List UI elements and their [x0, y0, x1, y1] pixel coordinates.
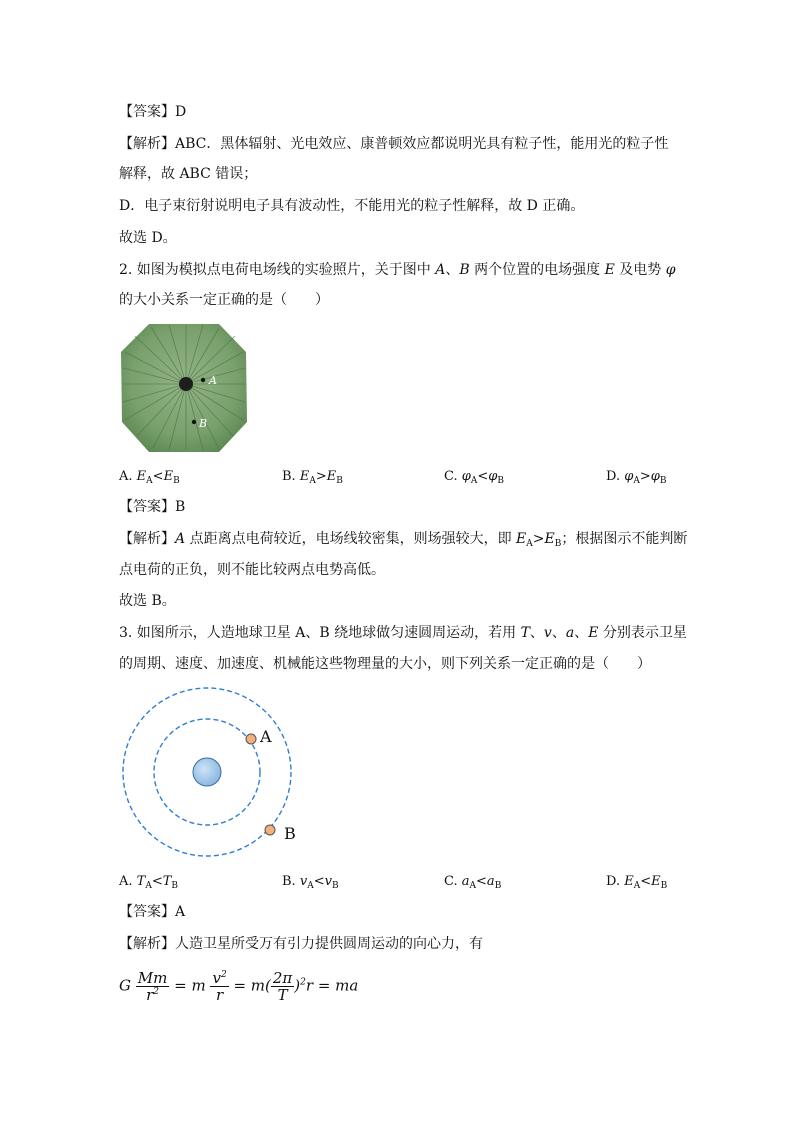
option-sub: B: [497, 476, 504, 486]
analysis-var: E: [544, 531, 555, 547]
q2-conclusion: 故选 B。: [119, 593, 176, 609]
option-op: <: [313, 874, 325, 889]
option-op: <: [476, 874, 487, 889]
q2-analysis-line2: 点电荷的正负，则不能比较两点电势高低。: [119, 562, 385, 578]
option-op: <: [640, 874, 652, 889]
q3-answer-line: [119, 902, 185, 922]
q1-answer-line: [119, 102, 186, 122]
option-letter: C.: [444, 874, 462, 889]
answer-value: A: [175, 904, 186, 920]
stem-text: 两个位置的电场强度: [469, 262, 605, 278]
stem-var-a: A: [435, 262, 446, 278]
option-letter: B.: [282, 469, 300, 484]
q3-option-a: [119, 872, 178, 892]
analysis-label: 【解析】: [119, 136, 175, 152]
satellite-b: [265, 825, 275, 835]
option-symbol: E: [624, 874, 634, 889]
num-sup: 2: [220, 970, 227, 980]
q2-option-c: [444, 467, 504, 487]
option-symbol: a: [461, 874, 470, 889]
option-sub: A: [309, 476, 316, 486]
gravity-formula: [119, 970, 358, 1003]
fraction-denominator: r: [215, 986, 224, 1004]
option-symbol: E: [326, 469, 337, 484]
q1-analysis-line3: D．电子束衍射说明电子具有波动性，不能用光的粒子性解释，故 D 正确。: [119, 198, 585, 214]
formula-eq: = m(: [228, 976, 271, 995]
stem-var: E: [588, 625, 599, 641]
stem-var: v: [543, 625, 552, 641]
option-op: <: [152, 469, 164, 484]
q3-option-b: [282, 872, 339, 892]
option-letter: A.: [119, 469, 137, 484]
q3-option-d: [606, 872, 667, 892]
option-symbol: v: [299, 874, 308, 889]
stem-var: a: [565, 625, 575, 641]
option-letter: D.: [606, 874, 625, 889]
option-symbol: φ: [624, 469, 634, 484]
stem-text: 3. 如图所示，人造地球卫星 A、B 绕地球做匀速圆周运动，若用: [119, 625, 521, 641]
answer-label: 【答案】: [119, 499, 175, 515]
stem-sep: 、: [529, 625, 544, 641]
answer-label: 【答案】: [119, 104, 175, 120]
fraction-v2-r: [210, 970, 228, 1003]
option-sub: A: [146, 476, 153, 486]
option-sub: A: [633, 476, 640, 486]
analysis-sub: A: [526, 539, 533, 549]
point-b-label: B: [199, 417, 208, 430]
formula-eq: = m: [169, 976, 206, 995]
earth: [193, 758, 221, 786]
option-sub: B: [494, 881, 502, 891]
stem-var: T: [520, 625, 530, 641]
analysis-text: ABC．黑体辐射、光电效应、康普顿效应都说明光具有粒子性，能用光的粒子性: [175, 136, 669, 152]
option-symbol: T: [136, 874, 146, 889]
q2-option-b: [282, 467, 343, 487]
option-symbol: T: [162, 874, 172, 889]
q2-analysis-line1: [119, 529, 687, 549]
stem-sep: 、: [551, 625, 566, 641]
stem-text: 及电势: [614, 262, 666, 278]
point-a-label: A: [209, 374, 217, 387]
q2-stem-line1: [119, 260, 676, 280]
option-op: <: [151, 874, 163, 889]
answer-value: D: [175, 104, 187, 120]
fraction-denominator: [136, 987, 170, 1003]
stem-sep: 、: [445, 262, 460, 278]
den-text: r: [146, 986, 154, 1004]
point-a-dot: [201, 378, 205, 382]
analysis-label: 【解析】: [119, 531, 175, 547]
q2-option-a: [119, 467, 180, 487]
option-op: >: [315, 469, 327, 484]
q1-analysis-line1: [119, 134, 668, 154]
q1-conclusion: 故选 D。: [119, 230, 177, 246]
field-line-photo: [119, 322, 249, 454]
option-op: <: [477, 469, 489, 484]
stem-var-e: E: [604, 262, 615, 278]
analysis-var: E: [516, 531, 527, 547]
option-symbol: φ: [488, 469, 498, 484]
stem-sep: 、: [574, 625, 589, 641]
option-symbol: E: [299, 469, 310, 484]
satellite-b-label: B: [284, 824, 296, 843]
option-symbol: E: [136, 469, 147, 484]
option-sub: B: [331, 881, 339, 891]
analysis-text: 点距离点电荷较近，电场线较密集，则场强较大，即: [185, 531, 517, 547]
q2-answer-line: [119, 497, 185, 517]
analysis-var: A: [175, 531, 186, 547]
q3-analysis-line1: [119, 934, 483, 954]
analysis-sub: B: [554, 539, 562, 549]
answer-value: B: [175, 499, 186, 515]
option-sub: B: [660, 881, 668, 891]
q2-stem-line2: 的大小关系一定正确的是（ ）: [119, 292, 329, 308]
option-symbol: v: [324, 874, 332, 889]
answer-label: 【答案】: [119, 904, 175, 920]
option-sub: B: [659, 476, 667, 486]
option-op: >: [639, 469, 651, 484]
q3-stem-line2: 的周期、速度、加速度、机械能这些物理量的大小，则下列关系一定正确的是（ ）: [119, 656, 651, 672]
analysis-text: 人造卫星所受万有引力提供圆周运动的向心力，有: [175, 936, 483, 952]
option-symbol: E: [651, 874, 661, 889]
num-text: v: [212, 969, 221, 987]
option-letter: B.: [282, 874, 300, 889]
formula-sup: 2: [300, 977, 306, 988]
analysis-op: >: [532, 531, 545, 547]
option-sub: A: [470, 476, 478, 486]
point-charge: [179, 377, 193, 391]
point-b-dot: [192, 420, 196, 424]
option-letter: A.: [119, 874, 137, 889]
q2-option-d: [606, 467, 666, 487]
fraction-numerator: Mm: [137, 969, 168, 987]
option-letter: D.: [606, 469, 625, 484]
den-sup: 2: [153, 987, 160, 997]
option-sub: A: [469, 881, 477, 891]
fraction-mm-r2: [136, 970, 170, 1003]
option-symbol: φ: [461, 469, 471, 484]
stem-text: 分别表示卫星: [598, 625, 687, 641]
fraction-numerator: [210, 970, 228, 987]
satellite-a-label: A: [260, 727, 272, 746]
q3-stem-line1: [119, 623, 687, 643]
option-sub: A: [633, 881, 641, 891]
fraction-denominator: T: [277, 986, 288, 1004]
option-sub: B: [173, 476, 180, 486]
option-sub: A: [145, 881, 152, 891]
formula-paren: ): [294, 976, 301, 995]
analysis-text: ；根据图示不能判断: [561, 531, 688, 547]
analysis-label: 【解析】: [119, 936, 175, 952]
fraction-numerator: 2π: [272, 969, 293, 987]
stem-text: 2. 如图为模拟点电荷电场线的实验照片，关于图中: [119, 262, 436, 278]
q1-analysis-line2: 解释，故 ABC 错误；: [119, 166, 258, 182]
option-symbol: E: [163, 469, 174, 484]
stem-var-phi: φ: [665, 262, 676, 278]
satellite-a: [246, 734, 256, 744]
fraction-2pi-t: [271, 970, 294, 1003]
option-sub: A: [307, 881, 314, 891]
option-sub: B: [336, 476, 343, 486]
stem-var-b: B: [459, 262, 470, 278]
orbit-diagram: [110, 686, 310, 862]
formula-g: G: [119, 976, 131, 995]
q3-option-c: [444, 872, 501, 892]
option-letter: C.: [444, 469, 462, 484]
formula-tail: r = ma: [305, 976, 359, 995]
option-symbol: φ: [650, 469, 660, 484]
option-sub: B: [171, 881, 179, 891]
option-symbol: a: [486, 874, 495, 889]
